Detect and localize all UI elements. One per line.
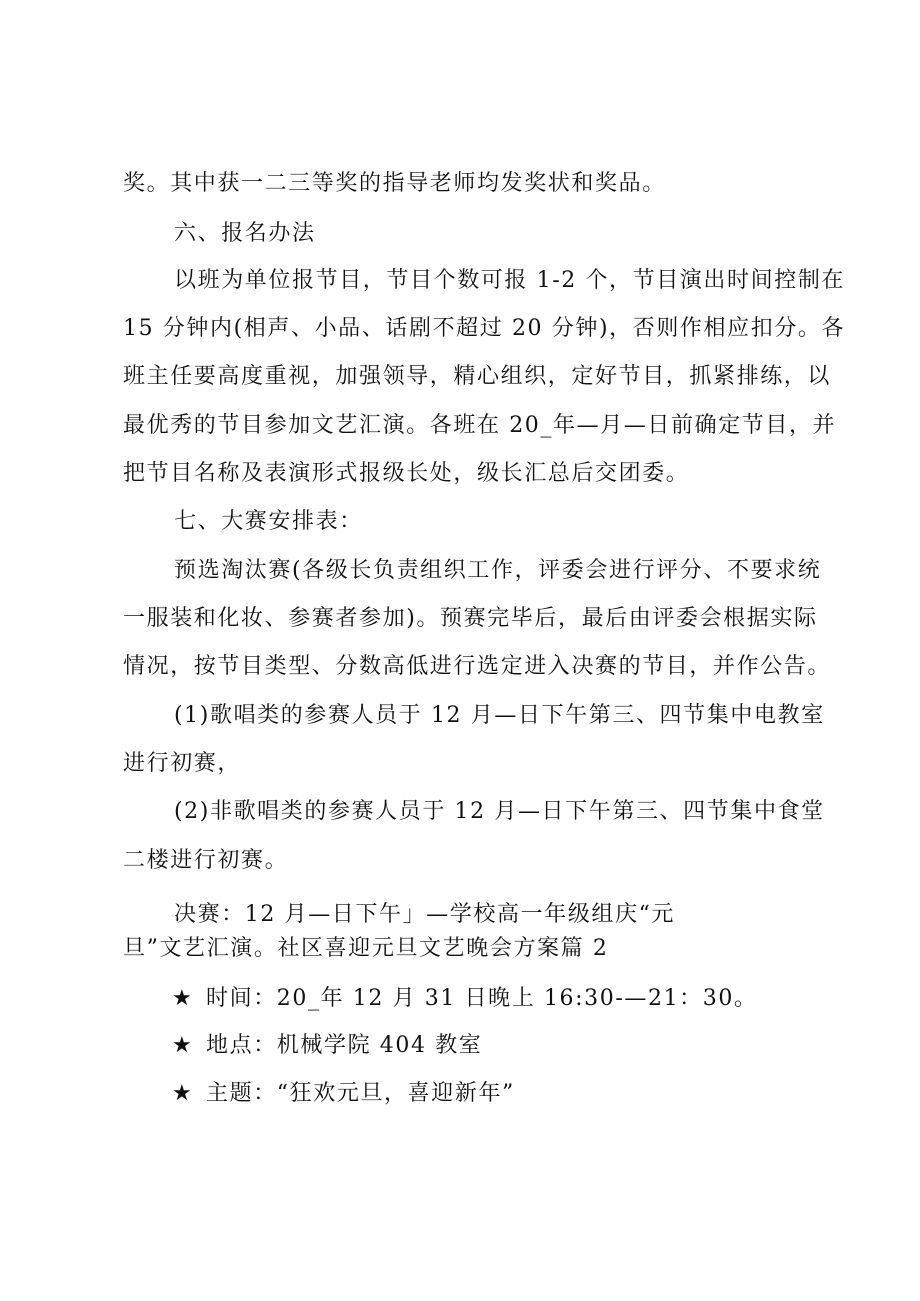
paragraph-line: 把节目名称及表演形式报级长处，级长汇总后交团委。	[123, 461, 690, 486]
paragraph-line: 决赛：12 月—日下午」—学校高一年级组庆“元	[174, 902, 676, 927]
paragraph-line: 情况，按节目类型、分数高低进行选定进入决赛的节目，并作公告。	[123, 654, 832, 679]
paragraph-line: 15 分钟内(相声、小品、话剧不超过 20 分钟)，否则作相应扣分。各	[123, 316, 846, 341]
paragraph-line: 一服装和化妆、参赛者参加)。预赛完毕后，最后由评委会根据实际	[123, 606, 818, 631]
list-item-time	[172, 984, 758, 1014]
paragraph-line: 旦”文艺汇演。社区喜迎元旦文艺晚会方案篇 2	[123, 936, 609, 961]
list-item-theme	[172, 1079, 515, 1109]
paragraph-line: 进行初赛，	[123, 751, 242, 776]
paragraph-line: 奖。其中获一二三等奖的指导老师均发奖状和奖品。	[123, 171, 666, 196]
paragraph-line: 预选淘汰赛(各级长负责组织工作，评委会进行评分、不要求统	[174, 558, 822, 583]
star-icon: ★	[172, 1081, 194, 1106]
paragraph-line: 最优秀的节目参加文艺汇演。各班在 20_年—月—日前确定节目，并	[123, 413, 837, 438]
section-heading-registration: 六、报名办法	[174, 221, 316, 246]
star-icon: ★	[172, 986, 194, 1011]
list-item-text: 主题：“狂欢元旦，喜迎新年”	[206, 1081, 515, 1106]
list-item-text: 时间：20_年 12 月 31 日晚上 16:30-—21：30。	[206, 986, 758, 1011]
paragraph-line: (2)非歌唱类的参赛人员于 12 月—日下午第三、四节集中食堂	[174, 799, 825, 824]
section-heading-schedule: 七、大赛安排表：	[174, 509, 363, 534]
paragraph-line: 二楼进行初赛。	[123, 848, 289, 873]
list-item-location	[172, 1031, 482, 1061]
star-icon: ★	[172, 1033, 194, 1058]
paragraph-line: 班主任要高度重视，加强领导，精心组织，定好节目，抓紧排练，以	[123, 364, 832, 389]
paragraph-line: 以班为单位报节目，节目个数可报 1-2 个，节目演出时间控制在	[174, 268, 846, 293]
list-item-text: 地点：机械学院 404 教室	[206, 1033, 483, 1058]
paragraph-line: (1)歌唱类的参赛人员于 12 月—日下午第三、四节集中电教室	[174, 703, 825, 728]
